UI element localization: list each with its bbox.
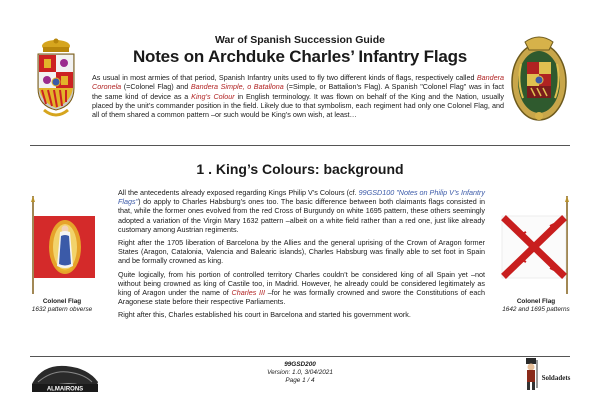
right-flag-subtitle: 1642 and 1695 patterns: [502, 305, 570, 313]
right-flag-title: Colonel Flag: [516, 298, 556, 305]
soldadets-logo-icon: [520, 356, 572, 398]
term-charles-iii: Charles III: [231, 288, 266, 298]
left-flag-caption: [24, 298, 100, 313]
virgin-mary-flag-icon: [30, 196, 96, 294]
section-heading: 1 . King’s Colours: background: [196, 161, 404, 177]
cross-reference-link[interactable]: 99GSD100 "Notes on Philip V’s Infantry Flags": [118, 188, 485, 207]
body-paragraph: Right after this, Charles established his court in Barcelona and started his government work.: [118, 310, 411, 320]
term-bandera-simple: Bandera Simple, o Batallona: [190, 82, 284, 92]
body-paragraph: Quite logically, from his portion of controlled territory Charles couldn’t be considered king of all Spain yet –not without being crowned as king of Castile too, in Madrid. However, he already could be considered legitimately as king of Aragon under the name of Charles III –for he was formally crowned and swore the Constitutions of each Aragonese state before their respective Parliaments.: [118, 269, 485, 307]
intro-paragraph: As usual in most armies of that period, Spanish Infantry units used to fly two different kinds of flags, respectively called Bandera Coronela (=Colonel Flag) and Bandera Simple, o Batallona (=Simple, or Battalion’s Flag). A Spanish "Colonel Flag" was in fact the same kind of device as a King’s Colour in English terminology. It was flown on behalf of the King and the Nation, usually placed by the unit’s commander position in the field. Likely due to that symbolism, each regiment had only one Colonel Flag, and all of them shared a common pattern –or such would be King’s own wish, at least…: [92, 73, 504, 120]
logo-left-text: ALMAIRONS: [46, 386, 84, 393]
page-title: Notes on Archduke Charles’ Infantry Flags: [132, 47, 468, 66]
logo-right-text: Soldadets: [541, 374, 571, 382]
term-bandera-coronela: Bandera Coronela: [92, 73, 504, 92]
burgundy-cross-flag-icon: [500, 196, 570, 294]
footer-divider: [30, 356, 570, 357]
document-code: 99GSD200: [284, 361, 316, 368]
guide-supertitle: War of Spanish Succession Guide: [215, 34, 385, 46]
page-number: Page 1 / 4: [285, 376, 315, 384]
body-paragraph: All the antecedents already exposed regarding Kings Philip V’s Colours (cf. 99GSD100 "Notes on Philip V’s Infantry Flags") do apply to Charles Habsburg’s ones too. The basic difference between both claimants flags consisted in that, while the former ones evolved from the red Cross of Burgundy on white 1695 pattern, these others seemingly adopted a variation of the Virgin Mary 1632 pattern –albeit on a white field rather than a red one, just like already customary among Austrian regiments.: [118, 188, 485, 234]
document-version: Version: 1.0, 3/04/2021: [267, 368, 333, 376]
left-flag-subtitle: 1632 pattern obverse: [31, 305, 93, 313]
right-flag-caption: [498, 298, 574, 313]
body-paragraph: Right after the 1705 liberation of Barcelona by the Allies and the general uprising of the Crown of Aragon former States (Aragon, Catalonia, Valencia and Balearic islands), Charles Habsburg was finally able to set foot in Spain and be formally crowned as king.: [118, 238, 485, 266]
footer-info: [0, 361, 600, 384]
header-divider: [30, 145, 570, 146]
term-kings-colour: King’s Colour: [191, 91, 235, 101]
left-flag-title: Colonel Flag: [42, 298, 82, 305]
section-body: [118, 188, 485, 324]
